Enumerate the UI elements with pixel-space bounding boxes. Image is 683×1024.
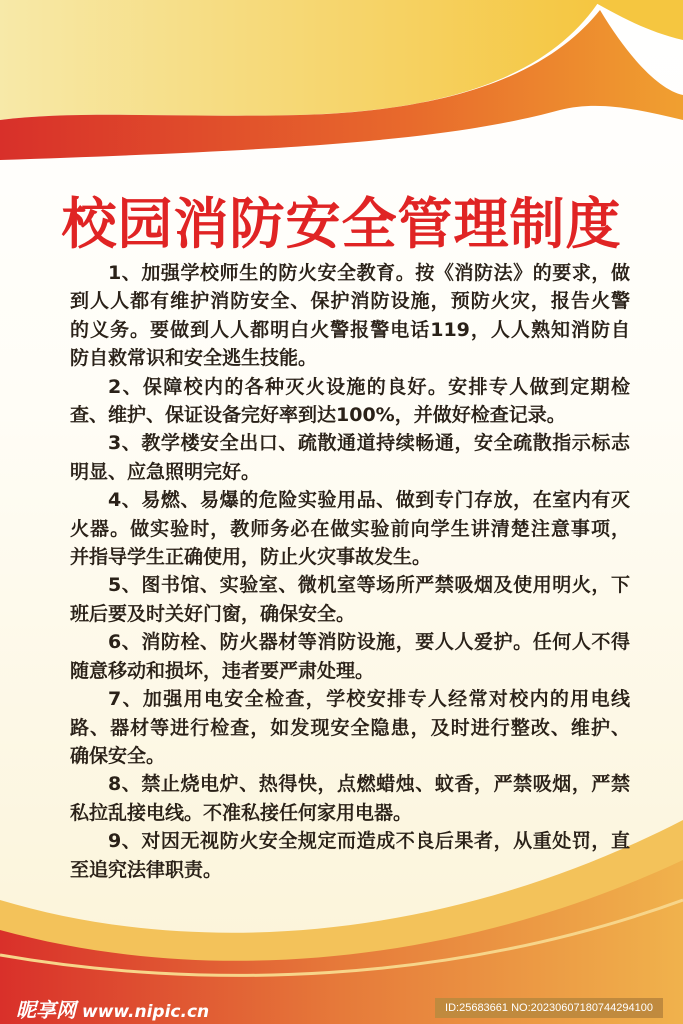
regulation-line: 私拉乱接电线。不准私接任何家用电器。 — [70, 801, 413, 824]
regulation-line: 并指导学生正确使用，防止火灾事故发生。 — [70, 546, 432, 569]
regulation-line: 查、维护、保证设备完好率到达100%，并做好检查记录。 — [70, 404, 566, 427]
image-id-badge: ID:25683661 NO:20230607180744294100 — [435, 998, 663, 1018]
regulation-item — [70, 770, 630, 827]
regulation-line: 9、对因无视防火安全规定而造成不良后果者，从重处罚，直 — [108, 830, 630, 853]
regulation-item — [70, 628, 630, 685]
regulation-line: 到人人都有维护消防安全、保护消防设施，预防火灾，报告火警 — [70, 290, 630, 313]
regulation-line: 2、保障校内的各种灭火设施的良好。安排专人做到定期检 — [108, 375, 630, 398]
regulation-line: 明显、应急照明完好。 — [70, 460, 261, 483]
regulation-line: 4、易燃、易爆的危险实验用品、做到专门存放，在室内有灭 — [108, 489, 630, 512]
regulation-line: 火器。做实验时，教师务必在做实验前向学生讲清楚注意事项， — [70, 517, 630, 540]
page-title: 校园消防安全管理制度 — [61, 192, 622, 256]
site-logo: 昵享网 www.nipic.cn — [16, 998, 210, 1022]
regulation-line: 的义务。要做到人人都明白火警报警电话119，人人熟知消防自 — [70, 318, 630, 341]
watermark-footer — [0, 990, 683, 1024]
regulation-item — [70, 827, 630, 884]
regulation-line: 5、图书馆、实验室、微机室等场所严禁吸烟及使用明火，下 — [108, 574, 630, 597]
regulation-line: 6、消防栓、防火器材等消防设施，要人人爱护。任何人不得 — [108, 631, 630, 654]
regulation-item — [70, 429, 630, 486]
regulation-line: 防自救常识和安全逃生技能。 — [70, 347, 318, 370]
regulation-line: 确保安全。 — [70, 744, 166, 767]
regulation-line: 至追究法律职责。 — [70, 858, 223, 881]
regulation-line: 8、禁止烧电炉、热得快，点燃蜡烛、蚊香，严禁吸烟，严禁 — [108, 773, 630, 796]
regulation-line: 1、加强学校师生的防火安全教育。按《消防法》的要求，做 — [108, 262, 630, 284]
regulation-item — [70, 486, 630, 571]
regulation-item — [70, 685, 630, 770]
regulation-item — [70, 571, 630, 628]
regulation-item — [70, 259, 630, 373]
regulation-line: 随意移动和损坏，违者要严肃处理。 — [70, 659, 375, 682]
regulation-line: 班后要及时关好门窗，确保安全。 — [70, 602, 356, 625]
regulation-line: 路、器材等进行检查，如发现安全隐患，及时进行整改、维护、 — [70, 716, 630, 739]
site-url: www.nipic.cn — [82, 1002, 210, 1022]
regulation-item — [70, 373, 630, 430]
regulation-line: 7、加强用电安全检查，学校安排专人经常对校内的用电线 — [108, 688, 630, 711]
regulation-line: 3、教学楼安全出口、疏散通道持续畅通，安全疏散指示标志 — [108, 432, 630, 455]
regulation-list — [70, 259, 630, 884]
